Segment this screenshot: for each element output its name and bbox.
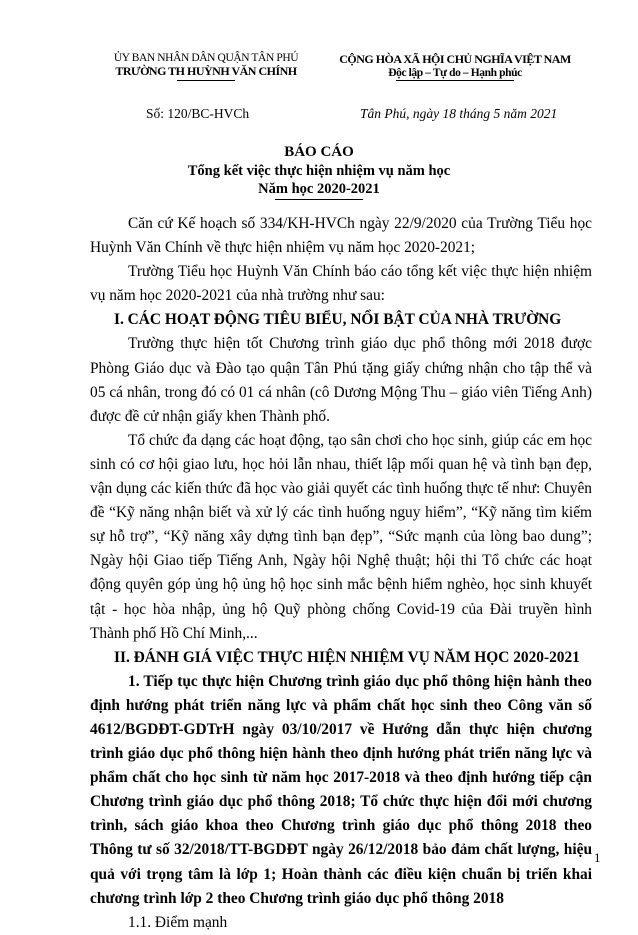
- nation-line-1: CỘNG HÒA XÃ HỘI CHỦ NGHĨA VIỆT NAM: [339, 52, 571, 66]
- org-underline: [177, 80, 235, 81]
- subsection-heading: 1.1. Điểm mạnh: [128, 913, 228, 931]
- national-motto: [320, 52, 590, 81]
- document-number: Số: 120/BC-HVCh: [146, 106, 250, 121]
- motto-underline: [396, 80, 514, 81]
- paragraph: 1. Tiếp tục thực hiện Chương trình giáo dục phổ thông hiện hành theo định hướng phát triển năng lực và phẩm chất học sinh theo Công văn số 4612/BGDĐT-GDTrH ngày 03/10/2017 về Hướng dẫn thực hiện chương trình giáo dục phổ thông hiện hành theo định hướng phát triển năng lực và phẩm chất cho học sinh từ năm học 2017-2018 và theo định hướng tiếp cận Chương trình giáo dục phổ thông 2018; Tổ chức thực hiện đổi mới chương trình, sách giáo khoa theo Chương trình giáo dục phổ thông 2018 theo Thông tư số 32/2018/TT-BGDĐT ngày 26/12/2018 bảo đảm chất lượng, hiệu quả với trọng tâm là lớp 1; Hoàn thành các điều kiện chuẩn bị triển khai chương trình lớp 2 theo Chương trình giáo dục phổ thông 2018: [90, 672, 592, 907]
- report-title-block: [0, 143, 638, 200]
- place-date: Tân Phú, ngày 18 tháng 5 năm 2021: [360, 106, 558, 121]
- issuing-organization: [98, 52, 314, 81]
- paragraph: Tổ chức đa dạng các hoạt động, tạo sân chơi cho học sinh, giúp các em học sinh có cơ hội giao lưu, học hỏi lẫn nhau, thiết lập mối quan hệ và tình bạn đẹp, vận dụng các kiến thức đã học vào giải quyết các tình huống thực tế như: Chuyên đề “Kỹ năng nhận biết và xử lý các tình huống nguy hiểm”, “Kỹ năng tìm kiếm sự hỗ trợ”, “Kỹ năng xây dựng tình bạn đẹp”, “Sức mạnh của lòng bao dung”; Ngày hội Giao tiếp Tiếng Anh, Ngày hội Nghệ thuật; hội thi Tổ chức các hoạt động quyên góp ủng hộ ủng hộ học sinh mắc bệnh hiểm nghèo, học sinh khuyết tật - học hòa nhập, ủng hộ Quỹ phòng chống Covid-19 của Đài truyền hình Thành phố Hồ Chí Minh,...: [90, 431, 592, 642]
- section-heading: I. CÁC HOẠT ĐỘNG TIÊU BIỂU, NỔI BẬT CỦA NHÀ TRƯỜNG: [114, 311, 562, 329]
- school-year: Năm học 2020-2021: [258, 181, 380, 197]
- section-heading: II. ĐÁNH GIÁ VIỆC THỰC HIỆN NHIỆM VỤ NĂM HỌC 2020-2021: [114, 648, 580, 666]
- report-subtitle: Tổng kết việc thực hiện nhiệm vụ năm học: [187, 163, 451, 179]
- nation-line-2: Độc lập – Tự do – Hạnh phúc: [388, 67, 522, 79]
- org-line-2: TRƯỜNG TH HUỲNH VĂN CHÍNH: [115, 64, 297, 78]
- org-line-1: ỦY BAN NHÂN DÂN QUẬN TÂN PHÚ: [113, 52, 299, 64]
- title-underline: [275, 199, 363, 200]
- paragraph: Trường Tiểu học Huỳnh Văn Chính báo cáo tổng kết việc thực hiện nhiệm vụ năm học 2020-2021 của nhà trường như sau:: [90, 263, 592, 305]
- report-title: BÁO CÁO: [284, 144, 354, 160]
- page-number: 1: [594, 850, 601, 865]
- paragraph: Trường thực hiện tốt Chương trình giáo dục phổ thông mới 2018 được Phòng Giáo dục và Đào tạo quận Tân Phú tặng giấy chứng nhận cho tập thể và 05 cá nhân, trong đó có 01 cá nhân (cô Dương Mộng Thu – giáo viên Tiếng Anh) được đề cử nhận giấy khen Thành phố.: [90, 335, 592, 425]
- paragraph: Căn cứ Kế hoạch số 334/KH-HVCh ngày 22/9/2020 của Trường Tiểu học Huỳnh Văn Chính về thực hiện nhiệm vụ năm học 2020-2021;: [90, 215, 592, 257]
- report-body: [90, 212, 592, 935]
